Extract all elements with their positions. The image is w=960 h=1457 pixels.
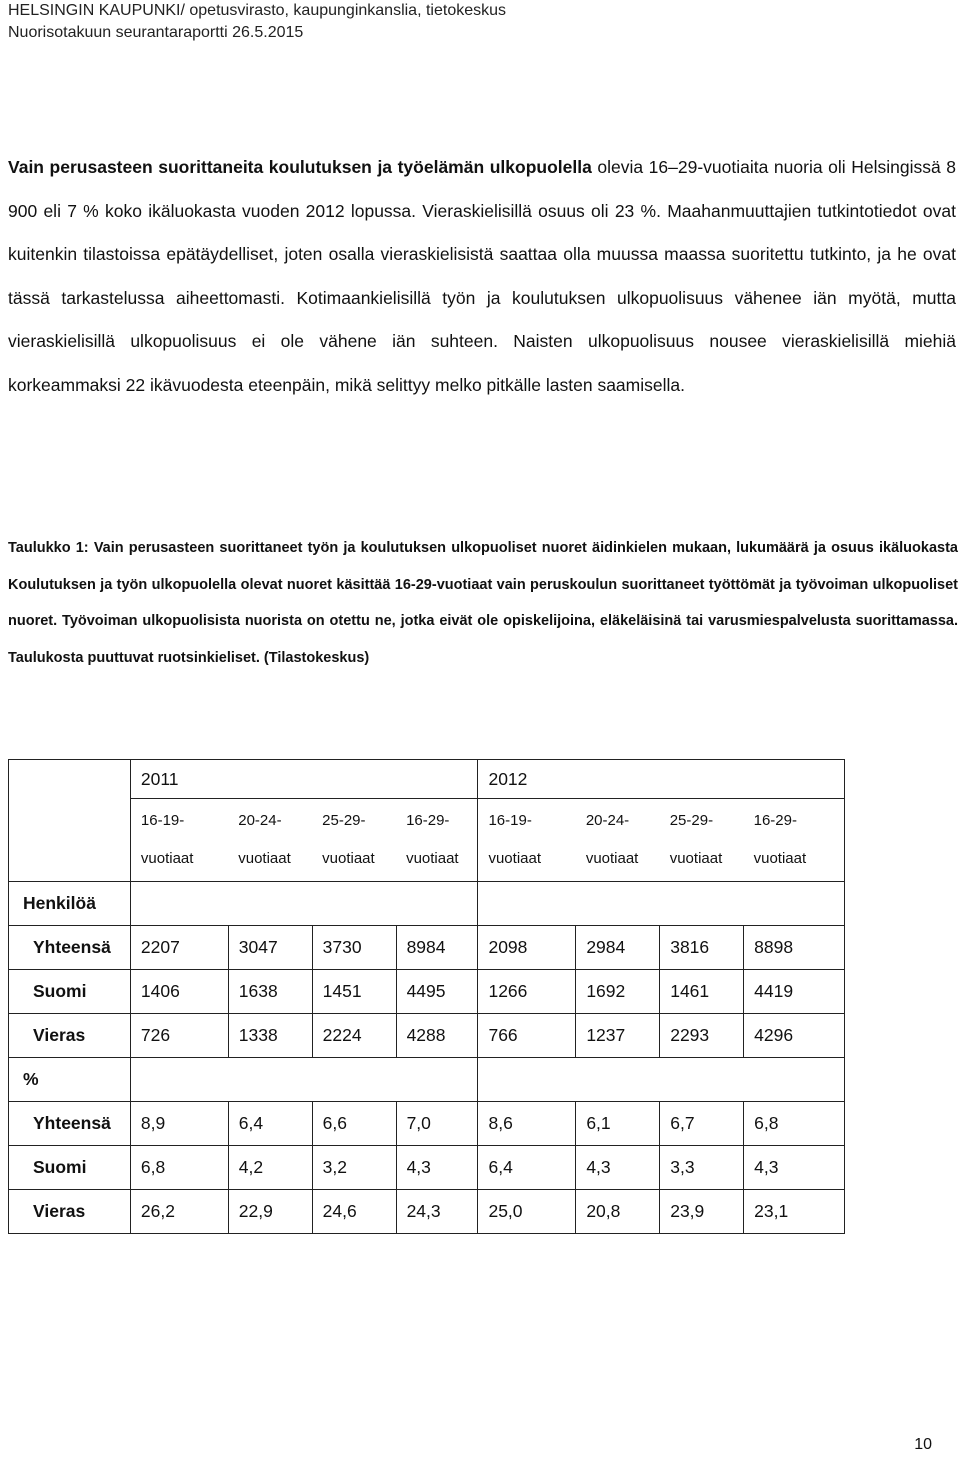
table-cell: 3,3 bbox=[660, 1146, 744, 1190]
table-row bbox=[9, 970, 845, 1014]
table-cell: 6,7 bbox=[660, 1102, 744, 1146]
table-cell: 25,0 bbox=[478, 1190, 576, 1234]
header-organization: HELSINGIN KAUPUNKI/ opetusvirasto, kaupunginkanslia, tietokeskus bbox=[8, 2, 507, 19]
age-group-header: 16-19- vuotiaat bbox=[130, 799, 228, 882]
table-cell: 23,1 bbox=[744, 1190, 845, 1234]
row-label: Vieras bbox=[9, 1190, 131, 1234]
header-report-title: Nuorisotakuun seurantaraportti 26.5.2015 bbox=[8, 24, 304, 41]
document-header bbox=[8, 0, 506, 44]
table-cell: 4495 bbox=[396, 970, 478, 1014]
table-cell: 24,6 bbox=[312, 1190, 396, 1234]
table-cell: 6,1 bbox=[576, 1102, 660, 1146]
table-row bbox=[9, 1102, 845, 1146]
table-cell: 4,2 bbox=[228, 1146, 312, 1190]
table-cell: 1266 bbox=[478, 970, 576, 1014]
year-header-row bbox=[9, 760, 845, 799]
age-group-header: 25-29- vuotiaat bbox=[312, 799, 396, 882]
table-cell: 6,4 bbox=[228, 1102, 312, 1146]
age-group-header: 25-29- vuotiaat bbox=[660, 799, 744, 882]
table-row bbox=[9, 1146, 845, 1190]
row-label: Vieras bbox=[9, 1014, 131, 1058]
table-cell: 2293 bbox=[660, 1014, 744, 1058]
table-cell: 4288 bbox=[396, 1014, 478, 1058]
section-label-persons: Henkilöä bbox=[9, 882, 131, 926]
table-cell: 2207 bbox=[130, 926, 228, 970]
age-group-header: 16-29- vuotiaat bbox=[396, 799, 478, 882]
table-cell: 1237 bbox=[576, 1014, 660, 1058]
year-2011-header: 2011 bbox=[130, 760, 478, 799]
table-cell: 26,2 bbox=[130, 1190, 228, 1234]
table-cell: 22,9 bbox=[228, 1190, 312, 1234]
body-paragraph bbox=[8, 146, 956, 407]
table-cell: 3816 bbox=[660, 926, 744, 970]
table-cell: 6,4 bbox=[478, 1146, 576, 1190]
age-group-header: 20-24- vuotiaat bbox=[576, 799, 660, 882]
section-persons-row bbox=[9, 882, 845, 926]
table-cell: 3,2 bbox=[312, 1146, 396, 1190]
table-cell: 7,0 bbox=[396, 1102, 478, 1146]
row-label: Yhteensä bbox=[9, 926, 131, 970]
section-label-percent: % bbox=[9, 1058, 131, 1102]
table-cell: 8,6 bbox=[478, 1102, 576, 1146]
table-cell: 6,6 bbox=[312, 1102, 396, 1146]
table-cell: 1692 bbox=[576, 970, 660, 1014]
page-number: 10 bbox=[914, 1436, 932, 1453]
table-cell: 1638 bbox=[228, 970, 312, 1014]
table-cell: 6,8 bbox=[130, 1146, 228, 1190]
table-cell: 766 bbox=[478, 1014, 576, 1058]
table-cell: 8898 bbox=[744, 926, 845, 970]
paragraph-bold-lead: Vain perusasteen suorittaneita koulutuksen ja työelämän ulkopuolella bbox=[8, 157, 592, 177]
table-cell: 24,3 bbox=[396, 1190, 478, 1234]
table-cell: 2098 bbox=[478, 926, 576, 970]
table-row bbox=[9, 1014, 845, 1058]
table-cell: 20,8 bbox=[576, 1190, 660, 1234]
table-caption: Taulukko 1: Vain perusasteen suorittaneet työn ja koulutuksen ulkopuoliset nuoret äidinkielen mukaan, lukumäärä ja osuus ikäluokasta Koulutuksen ja työn ulkopuolella olevat nuoret käsittää 16-29-vuotiaat vain peruskoulun suorittaneet työttömät ja työvoiman ulkopuoliset nuoret. Työvoiman ulkopuolisista nuorista on otettu ne, jotka eivät ole opiskelijoina, eläkeläisinä tai varusmiespalvelusta suorittamassa. Taulukosta puuttuvat ruotsinkieliset. (Tilastokeskus) bbox=[8, 540, 958, 666]
table-cell: 2984 bbox=[576, 926, 660, 970]
table-cell: 4,3 bbox=[396, 1146, 478, 1190]
table-cell: 8,9 bbox=[130, 1102, 228, 1146]
table-cell: 1406 bbox=[130, 970, 228, 1014]
header-corner-cell bbox=[9, 760, 131, 882]
table-cell: 4,3 bbox=[576, 1146, 660, 1190]
table-cell: 6,8 bbox=[744, 1102, 845, 1146]
table-cell: 3047 bbox=[228, 926, 312, 970]
age-group-header: 20-24- vuotiaat bbox=[228, 799, 312, 882]
table-cell: 4419 bbox=[744, 970, 845, 1014]
row-label: Yhteensä bbox=[9, 1102, 131, 1146]
age-group-header: 16-19- vuotiaat bbox=[478, 799, 576, 882]
row-label: Suomi bbox=[9, 1146, 131, 1190]
section-percent-row bbox=[9, 1058, 845, 1102]
table-row bbox=[9, 926, 845, 970]
row-label: Suomi bbox=[9, 970, 131, 1014]
year-2012-header: 2012 bbox=[478, 760, 845, 799]
table-cell: 1338 bbox=[228, 1014, 312, 1058]
table-row bbox=[9, 1190, 845, 1234]
table-cell: 23,9 bbox=[660, 1190, 744, 1234]
table-cell: 3730 bbox=[312, 926, 396, 970]
statistics-table bbox=[8, 759, 845, 1234]
table-cell: 2224 bbox=[312, 1014, 396, 1058]
table-cell: 8984 bbox=[396, 926, 478, 970]
table-cell: 1461 bbox=[660, 970, 744, 1014]
table-cell: 726 bbox=[130, 1014, 228, 1058]
paragraph-text: olevia 16–29-vuotiaita nuoria oli Helsingissä 8 900 eli 7 % koko ikäluokasta vuoden 2012 lopussa. Vieraskielisillä osuus oli 23 %. Maahanmuuttajien tutkintotiedot ovat kuitenkin tilastoissa epätäydelliset, joten osalla vieraskielisistä saattaa olla muussa maassa suoritettu tutkinto, ja he ovat tässä tarkastelussa aiheettomasti. Kotimaankielisillä työn ja koulutuksen ulkopuolisuus vähenee iän myötä, mutta vieraskielisillä ulkopuolisuus ei ole vähene iän suhteen. Naisten ulkopuolisuus nousee vieraskielisillä miehiä korkeammaksi 22 ikävuodesta eteenpäin, mikä selittyy melko pitkälle lasten saamisella. bbox=[8, 157, 956, 395]
table-cell: 4,3 bbox=[744, 1146, 845, 1190]
table-cell: 1451 bbox=[312, 970, 396, 1014]
age-group-header: 16-29- vuotiaat bbox=[744, 799, 845, 882]
age-group-header-row bbox=[9, 799, 845, 882]
table-cell: 4296 bbox=[744, 1014, 845, 1058]
